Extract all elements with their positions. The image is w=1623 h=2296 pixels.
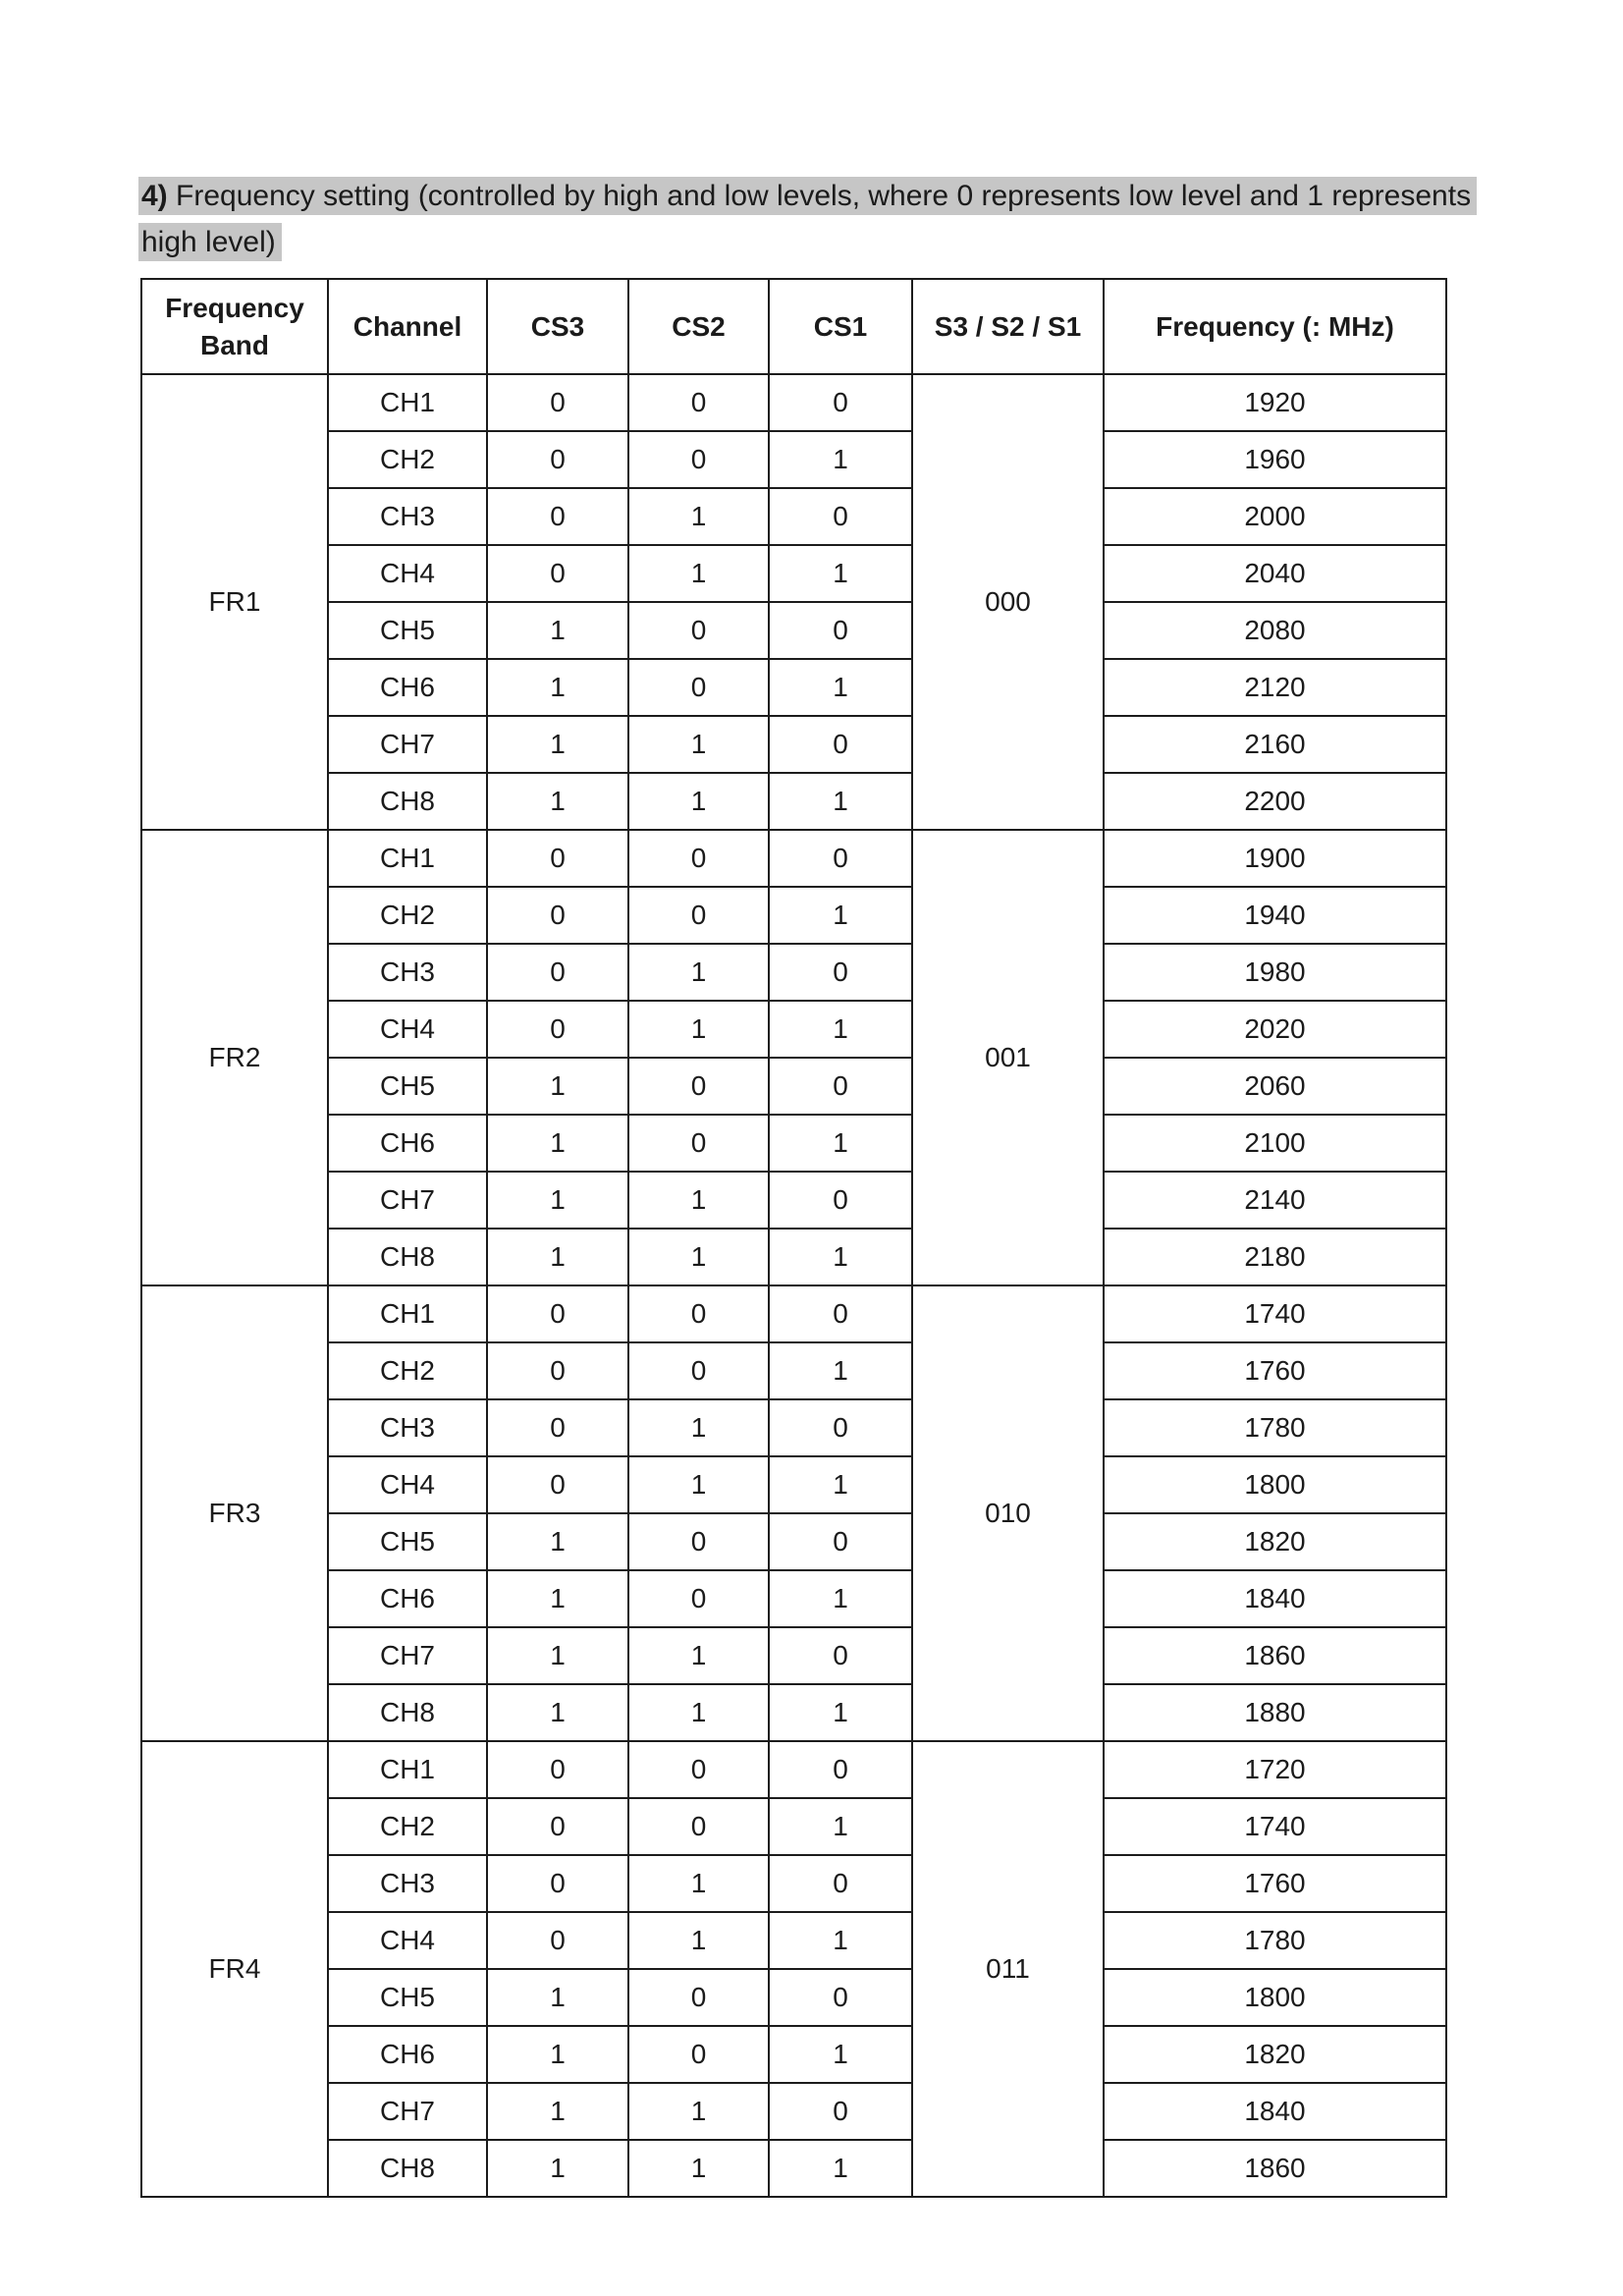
frequency-cell: 1980 bbox=[1104, 944, 1446, 1001]
table-row bbox=[141, 1513, 1446, 1570]
table-row bbox=[141, 944, 1446, 1001]
channel-cell: CH3 bbox=[328, 1399, 487, 1456]
cs3-cell: 0 bbox=[487, 1399, 628, 1456]
cs1-cell: 0 bbox=[769, 602, 912, 659]
channel-cell: CH8 bbox=[328, 1229, 487, 1285]
frequency-cell: 1760 bbox=[1104, 1342, 1446, 1399]
cs3-cell: 0 bbox=[487, 1456, 628, 1513]
cs3-cell: 1 bbox=[487, 1684, 628, 1741]
heading-text-line-2: high level) bbox=[138, 223, 282, 261]
channel-cell: CH8 bbox=[328, 2140, 487, 2197]
cs2-cell: 1 bbox=[628, 1684, 769, 1741]
cs3-cell: 0 bbox=[487, 374, 628, 431]
table-row bbox=[141, 2026, 1446, 2083]
cs3-cell: 1 bbox=[487, 1570, 628, 1627]
s3s2s1-cell: 001 bbox=[912, 830, 1104, 1285]
channel-cell: CH5 bbox=[328, 1513, 487, 1570]
frequency-cell: 2200 bbox=[1104, 773, 1446, 830]
table-row bbox=[141, 1285, 1446, 1342]
header-s3s2s1: S3 / S2 / S1 bbox=[912, 279, 1104, 374]
cs1-cell: 0 bbox=[769, 1513, 912, 1570]
channel-cell: CH4 bbox=[328, 1456, 487, 1513]
cs2-cell: 0 bbox=[628, 887, 769, 944]
channel-cell: CH5 bbox=[328, 1058, 487, 1115]
cs3-cell: 0 bbox=[487, 545, 628, 602]
cs2-cell: 1 bbox=[628, 1399, 769, 1456]
channel-cell: CH3 bbox=[328, 488, 487, 545]
channel-cell: CH6 bbox=[328, 1115, 487, 1172]
cs2-cell: 1 bbox=[628, 1229, 769, 1285]
s3s2s1-cell: 000 bbox=[912, 374, 1104, 830]
frequency-cell: 1780 bbox=[1104, 1912, 1446, 1969]
channel-cell: CH1 bbox=[328, 1285, 487, 1342]
channel-cell: CH8 bbox=[328, 773, 487, 830]
band-cell: FR2 bbox=[141, 830, 328, 1285]
heading-line-1 bbox=[138, 173, 1477, 219]
channel-cell: CH2 bbox=[328, 887, 487, 944]
table-row bbox=[141, 1855, 1446, 1912]
cs3-cell: 1 bbox=[487, 716, 628, 773]
cs1-cell: 0 bbox=[769, 1058, 912, 1115]
channel-cell: CH2 bbox=[328, 431, 487, 488]
header-cs1: CS1 bbox=[769, 279, 912, 374]
cs3-cell: 0 bbox=[487, 488, 628, 545]
channel-cell: CH7 bbox=[328, 1172, 487, 1229]
header-frequency-mhz: Frequency (: MHz) bbox=[1104, 279, 1446, 374]
channel-cell: CH4 bbox=[328, 1001, 487, 1058]
cs2-cell: 0 bbox=[628, 830, 769, 887]
channel-cell: CH1 bbox=[328, 830, 487, 887]
frequency-cell: 1800 bbox=[1104, 1969, 1446, 2026]
cs3-cell: 0 bbox=[487, 1001, 628, 1058]
cs2-cell: 0 bbox=[628, 659, 769, 716]
cs2-cell: 1 bbox=[628, 1001, 769, 1058]
channel-cell: CH8 bbox=[328, 1684, 487, 1741]
table-row bbox=[141, 1741, 1446, 1798]
frequency-cell: 2080 bbox=[1104, 602, 1446, 659]
frequency-cell: 2100 bbox=[1104, 1115, 1446, 1172]
cs3-cell: 0 bbox=[487, 830, 628, 887]
frequency-table-body bbox=[141, 374, 1446, 2197]
table-row bbox=[141, 1115, 1446, 1172]
cs2-cell: 0 bbox=[628, 602, 769, 659]
cs3-cell: 1 bbox=[487, 659, 628, 716]
cs1-cell: 0 bbox=[769, 2083, 912, 2140]
frequency-cell: 1740 bbox=[1104, 1285, 1446, 1342]
heading-text-line-1: Frequency setting (controlled by high and low levels, where 0 represents low level and 1 represents bbox=[176, 180, 1472, 212]
table-row bbox=[141, 773, 1446, 830]
channel-cell: CH1 bbox=[328, 1741, 487, 1798]
cs2-cell: 1 bbox=[628, 2083, 769, 2140]
table-row bbox=[141, 1456, 1446, 1513]
cs1-cell: 0 bbox=[769, 944, 912, 1001]
cs1-cell: 0 bbox=[769, 1172, 912, 1229]
channel-cell: CH5 bbox=[328, 602, 487, 659]
table-row bbox=[141, 1399, 1446, 1456]
frequency-cell: 1820 bbox=[1104, 1513, 1446, 1570]
cs2-cell: 0 bbox=[628, 1285, 769, 1342]
cs3-cell: 1 bbox=[487, 1172, 628, 1229]
channel-cell: CH6 bbox=[328, 2026, 487, 2083]
heading-line-2 bbox=[138, 219, 1477, 265]
cs1-cell: 1 bbox=[769, 773, 912, 830]
cs1-cell: 1 bbox=[769, 2140, 912, 2197]
cs3-cell: 1 bbox=[487, 1229, 628, 1285]
frequency-cell: 1880 bbox=[1104, 1684, 1446, 1741]
cs1-cell: 1 bbox=[769, 1570, 912, 1627]
cs2-cell: 1 bbox=[628, 1627, 769, 1684]
channel-cell: CH6 bbox=[328, 1570, 487, 1627]
table-row bbox=[141, 1798, 1446, 1855]
cs3-cell: 1 bbox=[487, 1115, 628, 1172]
cs2-cell: 0 bbox=[628, 1741, 769, 1798]
channel-cell: CH5 bbox=[328, 1969, 487, 2026]
cs2-cell: 0 bbox=[628, 2026, 769, 2083]
cs2-cell: 0 bbox=[628, 1513, 769, 1570]
cs3-cell: 1 bbox=[487, 2140, 628, 2197]
cs2-cell: 1 bbox=[628, 545, 769, 602]
cs2-cell: 0 bbox=[628, 1342, 769, 1399]
channel-cell: CH7 bbox=[328, 716, 487, 773]
cs1-cell: 1 bbox=[769, 1342, 912, 1399]
frequency-cell: 2180 bbox=[1104, 1229, 1446, 1285]
heading-number: 4) bbox=[141, 180, 177, 212]
cs1-cell: 0 bbox=[769, 716, 912, 773]
cs3-cell: 0 bbox=[487, 887, 628, 944]
cs1-cell: 1 bbox=[769, 1912, 912, 1969]
cs3-cell: 0 bbox=[487, 431, 628, 488]
cs3-cell: 0 bbox=[487, 1342, 628, 1399]
cs3-cell: 1 bbox=[487, 773, 628, 830]
frequency-cell: 2160 bbox=[1104, 716, 1446, 773]
frequency-cell: 1780 bbox=[1104, 1399, 1446, 1456]
cs1-cell: 0 bbox=[769, 1855, 912, 1912]
table-row bbox=[141, 431, 1446, 488]
cs2-cell: 1 bbox=[628, 1855, 769, 1912]
cs2-cell: 1 bbox=[628, 773, 769, 830]
table-row bbox=[141, 545, 1446, 602]
table-row bbox=[141, 602, 1446, 659]
table-row bbox=[141, 1172, 1446, 1229]
cs1-cell: 1 bbox=[769, 2026, 912, 2083]
cs3-cell: 1 bbox=[487, 1058, 628, 1115]
cs3-cell: 1 bbox=[487, 2083, 628, 2140]
cs2-cell: 0 bbox=[628, 1969, 769, 2026]
table-row bbox=[141, 488, 1446, 545]
cs2-cell: 1 bbox=[628, 716, 769, 773]
frequency-cell: 1920 bbox=[1104, 374, 1446, 431]
channel-cell: CH2 bbox=[328, 1342, 487, 1399]
table-row bbox=[141, 1684, 1446, 1741]
frequency-table bbox=[140, 278, 1447, 2198]
cs3-cell: 0 bbox=[487, 1285, 628, 1342]
frequency-cell: 1820 bbox=[1104, 2026, 1446, 2083]
cs1-cell: 1 bbox=[769, 1115, 912, 1172]
frequency-cell: 1860 bbox=[1104, 2140, 1446, 2197]
frequency-cell: 1840 bbox=[1104, 2083, 1446, 2140]
cs1-cell: 1 bbox=[769, 545, 912, 602]
cs1-cell: 0 bbox=[769, 488, 912, 545]
cs2-cell: 0 bbox=[628, 1115, 769, 1172]
cs3-cell: 0 bbox=[487, 944, 628, 1001]
table-row bbox=[141, 1912, 1446, 1969]
s3s2s1-cell: 011 bbox=[912, 1741, 1104, 2197]
cs1-cell: 0 bbox=[769, 1627, 912, 1684]
cs3-cell: 1 bbox=[487, 2026, 628, 2083]
cs1-cell: 1 bbox=[769, 887, 912, 944]
table-row bbox=[141, 659, 1446, 716]
table-row bbox=[141, 2140, 1446, 2197]
cs3-cell: 1 bbox=[487, 1627, 628, 1684]
table-row bbox=[141, 1969, 1446, 2026]
cs1-cell: 1 bbox=[769, 1684, 912, 1741]
frequency-cell: 1800 bbox=[1104, 1456, 1446, 1513]
frequency-cell: 2040 bbox=[1104, 545, 1446, 602]
section-heading bbox=[138, 173, 1477, 265]
frequency-cell: 1840 bbox=[1104, 1570, 1446, 1627]
cs1-cell: 1 bbox=[769, 1001, 912, 1058]
header-channel: Channel bbox=[328, 279, 487, 374]
cs1-cell: 0 bbox=[769, 1285, 912, 1342]
cs3-cell: 0 bbox=[487, 1912, 628, 1969]
cs2-cell: 0 bbox=[628, 1798, 769, 1855]
channel-cell: CH1 bbox=[328, 374, 487, 431]
band-cell: FR3 bbox=[141, 1285, 328, 1741]
channel-cell: CH7 bbox=[328, 2083, 487, 2140]
cs2-cell: 1 bbox=[628, 1912, 769, 1969]
cs1-cell: 0 bbox=[769, 1969, 912, 2026]
cs2-cell: 1 bbox=[628, 2140, 769, 2197]
cs2-cell: 1 bbox=[628, 944, 769, 1001]
cs1-cell: 0 bbox=[769, 1399, 912, 1456]
frequency-cell: 1860 bbox=[1104, 1627, 1446, 1684]
table-row bbox=[141, 1001, 1446, 1058]
cs2-cell: 0 bbox=[628, 1058, 769, 1115]
table-row bbox=[141, 887, 1446, 944]
band-cell: FR1 bbox=[141, 374, 328, 830]
cs3-cell: 1 bbox=[487, 1513, 628, 1570]
cs1-cell: 1 bbox=[769, 431, 912, 488]
header-frequency-band: Frequency Band bbox=[141, 279, 328, 374]
table-row bbox=[141, 374, 1446, 431]
cs2-cell: 0 bbox=[628, 431, 769, 488]
channel-cell: CH6 bbox=[328, 659, 487, 716]
cs3-cell: 0 bbox=[487, 1741, 628, 1798]
cs3-cell: 1 bbox=[487, 602, 628, 659]
cs1-cell: 0 bbox=[769, 1741, 912, 1798]
channel-cell: CH3 bbox=[328, 1855, 487, 1912]
cs1-cell: 1 bbox=[769, 1456, 912, 1513]
table-row bbox=[141, 1229, 1446, 1285]
s3s2s1-cell: 010 bbox=[912, 1285, 1104, 1741]
frequency-cell: 1740 bbox=[1104, 1798, 1446, 1855]
cs2-cell: 0 bbox=[628, 374, 769, 431]
header-cs3: CS3 bbox=[487, 279, 628, 374]
frequency-cell: 1760 bbox=[1104, 1855, 1446, 1912]
table-row bbox=[141, 2083, 1446, 2140]
table-header-row bbox=[141, 279, 1446, 374]
frequency-cell: 1940 bbox=[1104, 887, 1446, 944]
table-row bbox=[141, 1627, 1446, 1684]
frequency-cell: 2120 bbox=[1104, 659, 1446, 716]
channel-cell: CH7 bbox=[328, 1627, 487, 1684]
cs2-cell: 1 bbox=[628, 488, 769, 545]
cs1-cell: 0 bbox=[769, 830, 912, 887]
cs3-cell: 0 bbox=[487, 1798, 628, 1855]
channel-cell: CH4 bbox=[328, 1912, 487, 1969]
frequency-cell: 2060 bbox=[1104, 1058, 1446, 1115]
band-cell: FR4 bbox=[141, 1741, 328, 2197]
table-row bbox=[141, 830, 1446, 887]
header-cs2: CS2 bbox=[628, 279, 769, 374]
frequency-cell: 1900 bbox=[1104, 830, 1446, 887]
cs1-cell: 1 bbox=[769, 1229, 912, 1285]
table-row bbox=[141, 1342, 1446, 1399]
cs2-cell: 0 bbox=[628, 1570, 769, 1627]
frequency-cell: 1720 bbox=[1104, 1741, 1446, 1798]
frequency-cell: 2140 bbox=[1104, 1172, 1446, 1229]
cs3-cell: 0 bbox=[487, 1855, 628, 1912]
channel-cell: CH3 bbox=[328, 944, 487, 1001]
channel-cell: CH4 bbox=[328, 545, 487, 602]
frequency-cell: 2020 bbox=[1104, 1001, 1446, 1058]
cs1-cell: 1 bbox=[769, 659, 912, 716]
cs1-cell: 1 bbox=[769, 1798, 912, 1855]
channel-cell: CH2 bbox=[328, 1798, 487, 1855]
table-row bbox=[141, 716, 1446, 773]
cs2-cell: 1 bbox=[628, 1172, 769, 1229]
table-row bbox=[141, 1570, 1446, 1627]
cs1-cell: 0 bbox=[769, 374, 912, 431]
frequency-cell: 2000 bbox=[1104, 488, 1446, 545]
cs2-cell: 1 bbox=[628, 1456, 769, 1513]
cs3-cell: 1 bbox=[487, 1969, 628, 2026]
table-row bbox=[141, 1058, 1446, 1115]
frequency-cell: 1960 bbox=[1104, 431, 1446, 488]
